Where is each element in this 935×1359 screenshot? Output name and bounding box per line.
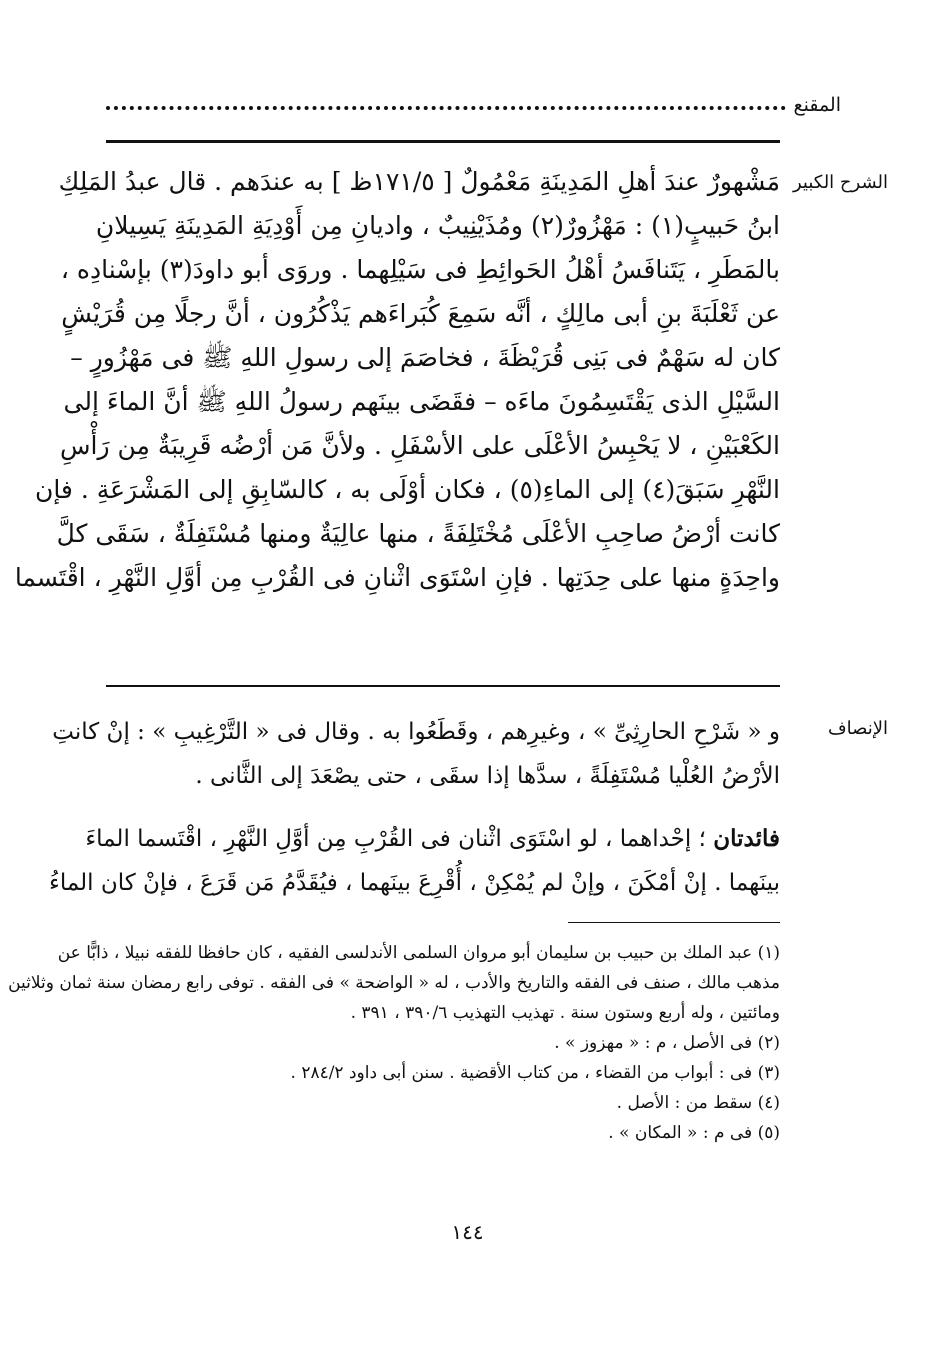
header-thick-rule	[106, 140, 780, 143]
sharh-line: كانت أرْضُ صاحِبِ الأعْلَى مُخْتَلِفَةً ، منها عالِيَةٌ ومنها مُسْتَفِلَةٌ ، سَقَى كلَّ	[56, 519, 780, 548]
sharh-line: واحِدَةٍ منها على حِدَتِها . فإنِ اسْتَوَى اثْنانِ فى القُرْبِ مِن أوَّلِ النَّهْرِ ، اقْتَسما	[14, 563, 780, 592]
insaf-fawaid-line: بينَهما . إنْ أمْكَنَ ، وإنْ لم يُمْكِنْ ، أُقْرِعَ بينَهما ، فيُقَدَّمُ مَن قَرَعَ ، فإنْ كان الماءُ	[49, 870, 780, 896]
footnote-line: ومائتين ، وله أربع وستون سنة . تهذيب التهذيب ٣٩٠/٦ ، ٣٩١ .	[350, 1003, 780, 1023]
sharh-line: ابنُ حَبيبٍ(١) : مَهْزُورٌ(٢) ومُذَيْنِيبٌ ، واديانِ مِن أَوْدِيَةِ المَدِينَةِ يَسِيلانِ	[95, 211, 780, 240]
section-divider-rule	[106, 685, 780, 687]
footnote-line: (١) عبد الملك بن حبيب بن سليمان أبو مروان السلمى الأندلسى الفقيه ، كان حافظا للفقه نبيلا ، ذابًّا عن	[57, 943, 780, 963]
sharh-line: النَّهْرِ سَبَقَ(٤) إلى الماءِ(٥) ، فكان أوْلَى به ، كالسّابِقِ إلى المَشْرَعَةِ . فإن	[34, 475, 780, 504]
footnote-line: (٥) فى م : « المكان » .	[608, 1123, 780, 1143]
fawaid-line-text: ؛ إحْداهما ، لو اسْتَوَى اثْنان فى القُرْبِ مِن أوَّلِ النَّهْرِ ، اقْتَسما الماءَ	[85, 826, 714, 852]
footnote-separator-rule	[568, 922, 780, 923]
sharh-line: بالمَطَرِ ، يَتَنافَسُ أهْلُ الحَوائِطِ فى سَيْلِهما . وروَى أبو داودَ(٣) بإسْنادِه ،	[60, 255, 780, 284]
sharh-line: مَشْهورٌ عندَ أهلِ المَدِينَةِ مَعْمُولٌ [ ١٧١/٥ظ ] به عندَهم . قال عبدُ المَلِكِ	[58, 167, 780, 196]
sharh-line: الكَعْبَيْنِ ، لا يَحْبِسُ الأعْلَى على الأسْفَلِ . ولأنَّ مَن أرْضُه قَرِيبَةٌ مِن رَأْسِ	[59, 431, 780, 460]
insaf-line: و « شَرْحِ الحارِثِىِّ » ، وغيرِهم ، وقَطَعُوا به . وقال فى « التَّرْغِيبِ » : إنْ كانتِ	[52, 719, 780, 745]
section-label-insaf: الإنصاف	[827, 718, 888, 739]
insaf-text-block	[52, 710, 780, 798]
insaf-fawaid-block	[49, 817, 780, 905]
footnote-line: (٢) فى الأصل ، م : « مهزوز » .	[554, 1033, 780, 1053]
footnote-line: (٣) فى : أبواب من القضاء ، من كتاب الأقضية . سنن أبى داود ٢٨٤/٢ .	[290, 1063, 780, 1083]
footnote-line: (٤) سقط من : الأصل .	[616, 1093, 780, 1113]
page-number: ١٤٤	[451, 1220, 484, 1244]
sharh-line: عن ثَعْلَبَةَ بنِ أبى مالِكٍ ، أنَّه سَمِعَ كُبَراءَهم يَذْكُرُون ، أنَّ رجلًا مِن قُرَيْشٍ	[61, 299, 780, 328]
insaf-line-last: الأرْضُ العُلْيا مُسْتَفِلَةً ، سدَّها إذا سقَى ، حتى يصْعَدَ إلى الثَّانى .	[195, 763, 780, 789]
footnote-line: مذهب مالك ، صنف فى الفقه والتاريخ والأدب ، له « الواضحة » فى الفقه . توفى رابع رمضان سنة ثمان وثلاثين	[8, 973, 780, 993]
sharh-line: كان له سَهْمٌ فى بَنِى قُرَيْظَةَ ، فخاصَمَ إلى رسولِ اللهِ ﷺ فى مَهْزُورٍ –	[70, 343, 780, 372]
sharh-line: السَّيْلِ الذى يَقْتَسِمُونَ ماءَه – فقَضَى بينَهم رسولُ اللهِ ﷺ أنَّ الماءَ إلى	[63, 387, 780, 416]
sharh-text-block	[14, 160, 780, 600]
fawaid-heading: فائدتان	[713, 825, 780, 852]
insaf-fawaid-line	[85, 817, 780, 861]
footnotes-block	[8, 938, 780, 1148]
header-dotted-rule	[106, 96, 786, 110]
section-label-sharh: الشرح الكبير	[792, 172, 888, 193]
running-header-title: المقنع	[793, 94, 841, 116]
